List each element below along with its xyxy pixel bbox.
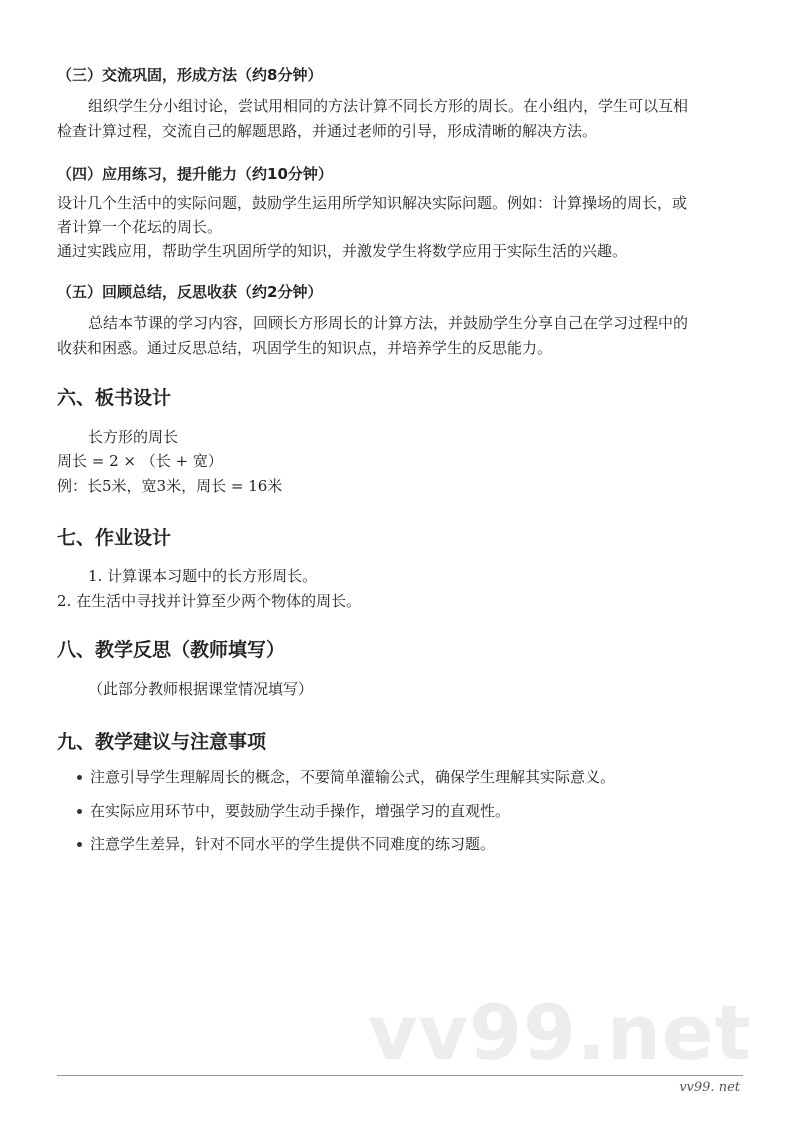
board-formula: 周长 = 2 × （长 + 宽） (57, 452, 223, 470)
board-line: 长方形的周长 (88, 428, 179, 446)
board-design-heading: 六、板书设计 (57, 387, 172, 409)
footer-divider (57, 1075, 743, 1076)
paragraph: 总结本节课的学习内容，回顾长方形周长的计算方法，并鼓励学生分享自己在学习过程中的 (88, 314, 689, 332)
paragraph: 收获和困惑。通过反思总结，巩固学生的知识点，并培养学生的反思能力。 (57, 339, 553, 357)
homework-item: 2. 在生活中寻找并计算至少两个物体的周长。 (57, 592, 362, 610)
board-example: 例：长5米，宽3米，周长 = 16米 (57, 477, 283, 495)
section-5-heading: （五）回顾总结，反思收获（约2分钟） (57, 283, 323, 301)
paragraph: 通过实践应用，帮助学生巩固所学的知识，并激发学生将数学应用于实际生活的兴趣。 (57, 242, 628, 260)
tip-item: 注意学生差异，针对不同水平的学生提供不同难度的练习题。 (90, 835, 496, 853)
tips-heading: 九、教学建议与注意事项 (57, 731, 267, 753)
bullet-icon (77, 775, 82, 780)
homework-heading: 七、作业设计 (57, 527, 172, 549)
watermark: vv99.net (368, 988, 752, 1077)
reflection-note: （此部分教师根据课堂情况填写） (88, 680, 314, 698)
bullet-icon (77, 809, 82, 814)
paragraph: 设计几个生活中的实际问题，鼓励学生运用所学知识解决实际问题。例如：计算操场的周长，或 (57, 194, 688, 212)
footer-site: vv99. net (679, 1080, 740, 1095)
section-4-heading: （四）应用练习，提升能力（约10分钟） (57, 165, 333, 183)
reflection-heading: 八、教学反思（教师填写） (57, 639, 286, 661)
section-3-heading: （三）交流巩固，形成方法（约8分钟） (57, 66, 323, 84)
paragraph: 组织学生分小组讨论，尝试用相同的方法计算不同长方形的周长。在小组内，学生可以互相 (88, 97, 689, 115)
paragraph: 者计算一个花坛的周长。 (57, 218, 223, 236)
tip-item: 注意引导学生理解周长的概念，不要简单灌输公式，确保学生理解其实际意义。 (90, 768, 616, 786)
paragraph: 检查计算过程，交流自己的解题思路，并通过老师的引导，形成清晰的解决方法。 (57, 122, 598, 140)
homework-item: 1. 计算课本习题中的长方形周长。 (88, 567, 318, 585)
tip-item: 在实际应用环节中，要鼓励学生动手操作，增强学习的直观性。 (90, 802, 511, 820)
bullet-icon (77, 842, 82, 847)
